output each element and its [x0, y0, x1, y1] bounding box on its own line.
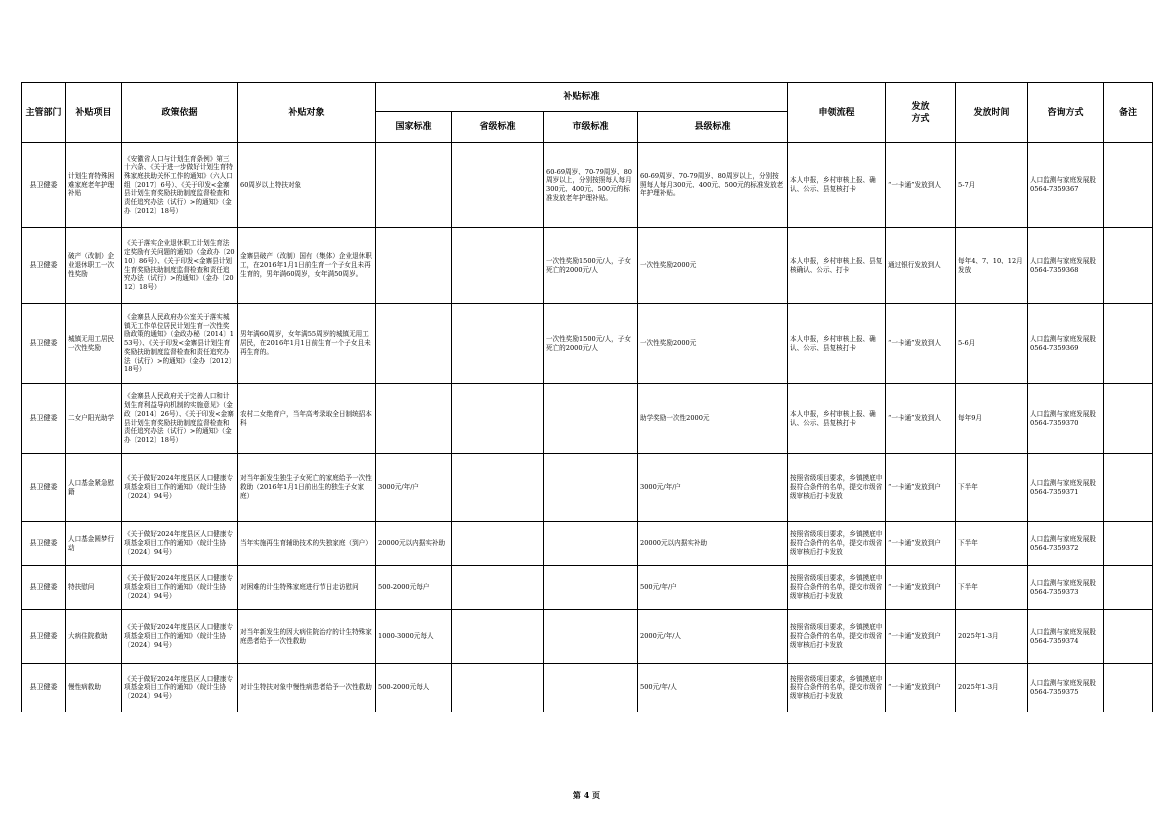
cell-process: 按照省级项目要求，乡镇摸底申报符合条件的名单，提交市级省级审核后打卡发放: [788, 610, 886, 664]
cell-county: 20000元以内据实补助: [638, 522, 788, 566]
cell-remark: [1104, 143, 1153, 228]
cell-contact: 人口监测与家庭发展股 0564-7359370: [1028, 384, 1104, 454]
cell-county: 一次性奖励2000元: [638, 304, 788, 384]
cell-national: 20000元以内据实补助: [376, 522, 452, 566]
table-row: [22, 304, 1153, 384]
cell-policy: 《关于做好2024年度县区人口健康专项基金项目工作的通知》（皖计生协〔2024〕94号）: [122, 454, 238, 522]
cell-policy: 《安徽省人口与计划生育条例》第三十六条、《关于进一步做好计划生育特殊家庭扶助关怀工作的通知》（六人口组〔2017〕6号）、《关于印发<金寨县计划生育奖励扶助制度监督检查和责任追究办法（试行）>的通知》（金办〔2012〕18号）: [122, 143, 238, 228]
cell-process: 本人申报，乡村审核上报、确认、公示、县复核打卡: [788, 304, 886, 384]
header-county: 县级标准: [638, 112, 788, 143]
cell-dept: 县卫健委: [22, 610, 66, 664]
cell-time: 下半年: [956, 566, 1028, 610]
cell-national: 3000元/年/户: [376, 454, 452, 522]
cell-remark: [1104, 610, 1153, 664]
cell-dept: 县卫健委: [22, 228, 66, 304]
table-row: [22, 384, 1153, 454]
cell-process: 按照省级项目要求，乡镇摸底申报符合条件的名单，提交市级省级审核后打卡发放: [788, 566, 886, 610]
cell-process: 本人申报，乡村审核上报、确认、公示、县复核打卡: [788, 384, 886, 454]
cell-provincial: [452, 454, 544, 522]
cell-remark: [1104, 454, 1153, 522]
cell-policy: 《关于做好2024年度县区人口健康专项基金项目工作的通知》（皖计生协〔2024〕94号）: [122, 566, 238, 610]
cell-county: 3000元/年/户: [638, 454, 788, 522]
cell-city: [544, 566, 638, 610]
cell-item: 破产（改制）企业退休职工一次性奖励: [66, 228, 122, 304]
cell-time: 下半年: [956, 522, 1028, 566]
table-body: [22, 143, 1153, 712]
cell-provincial: [452, 304, 544, 384]
cell-method: “一卡通”发放到户: [886, 566, 956, 610]
cell-target: 60周岁以上特扶对象: [238, 143, 376, 228]
cell-city: 一次性奖励1500元/人，子女死亡的2000元/人: [544, 304, 638, 384]
cell-method: “一卡通”发放到户: [886, 664, 956, 712]
cell-policy: 《金寨县人民政府办公室关于落实城镇无工作单位居民计划生育一次性奖励政策的通知》（金政办秘〔2014〕153号）、《关于印发<金寨县计划生育奖励扶助制度监督检查和责任追究办法（试行）>的通知》（金办〔2012〕18号）: [122, 304, 238, 384]
cell-provincial: [452, 566, 544, 610]
table-row: [22, 610, 1153, 664]
cell-county: 60-69周岁、70-79周岁、80周岁以上，分别按照每人每月300元、400元、500元的标准发放老年护理补贴。: [638, 143, 788, 228]
cell-method: “一卡通”发放到户: [886, 522, 956, 566]
cell-city: [544, 384, 638, 454]
cell-item: 人口基金紧急慰籍: [66, 454, 122, 522]
subsidy-table: [21, 82, 1153, 712]
cell-process: 本人申报，乡村审核上报、县复核确认、公示、打卡: [788, 228, 886, 304]
cell-contact: 人口监测与家庭发展股 0564-7359375: [1028, 664, 1104, 712]
cell-dept: 县卫健委: [22, 566, 66, 610]
cell-target: 对困难的计生特殊家庭进行节日走访慰问: [238, 566, 376, 610]
cell-contact: 人口监测与家庭发展股 0564-7359374: [1028, 610, 1104, 664]
cell-item: 特扶慰问: [66, 566, 122, 610]
cell-remark: [1104, 384, 1153, 454]
table-row: [22, 522, 1153, 566]
cell-remark: [1104, 304, 1153, 384]
cell-time: 下半年: [956, 454, 1028, 522]
cell-city: 一次性奖励1500元/人，子女死亡的2000元/人: [544, 228, 638, 304]
cell-time: 5-6月: [956, 304, 1028, 384]
header-target: 补贴对象: [238, 83, 376, 143]
cell-target: 对当年新发生独生子女死亡的家庭给予一次性救助（2016年1月1日前出生的独生子女家庭）: [238, 454, 376, 522]
cell-item: 人口基金圆梦行动: [66, 522, 122, 566]
header-standard-group: 补贴标准: [376, 83, 788, 112]
cell-dept: 县卫健委: [22, 664, 66, 712]
cell-target: 对计生特扶对象中慢性病患者给予一次性救助: [238, 664, 376, 712]
header-process: 申领流程: [788, 83, 886, 143]
header-item: 补贴项目: [66, 83, 122, 143]
cell-process: 按照省级项目要求，乡镇摸底申报符合条件的名单，提交市级省级审核后打卡发放: [788, 454, 886, 522]
cell-dept: 县卫健委: [22, 522, 66, 566]
cell-process: 按照省级项目要求，乡镇摸底申报符合条件的名单，提交市级省级审核后打卡发放: [788, 522, 886, 566]
cell-provincial: [452, 143, 544, 228]
cell-dept: 县卫健委: [22, 384, 66, 454]
cell-item: 慢性病救助: [66, 664, 122, 712]
cell-time: 5-7月: [956, 143, 1028, 228]
cell-national: [376, 143, 452, 228]
header-provincial: 省级标准: [452, 112, 544, 143]
header-contact: 咨询方式: [1028, 83, 1104, 143]
cell-time: 每年9月: [956, 384, 1028, 454]
cell-city: 60-69周岁、70-79周岁、80周岁以上，分别按照每人每月300元、400元、500元的标准发放老年护理补贴。: [544, 143, 638, 228]
cell-method: 通过银行发放到人: [886, 228, 956, 304]
cell-national: 1000-3000元每人: [376, 610, 452, 664]
table-row: [22, 566, 1153, 610]
cell-target: 金寨县破产（改制）国有（集体）企业退休职工，在2016年1月1日前生育一个子女且未再生育的，男年满60周岁，女年满50周岁。: [238, 228, 376, 304]
header-national: 国家标准: [376, 112, 452, 143]
cell-dept: 县卫健委: [22, 454, 66, 522]
cell-time: 每年4、7、10、12月发放: [956, 228, 1028, 304]
cell-target: 对当年新发生的因大病住院治疗的计生特殊家庭患者给予一次性救助: [238, 610, 376, 664]
cell-provincial: [452, 228, 544, 304]
cell-county: 500元/年/人: [638, 664, 788, 712]
cell-dept: 县卫健委: [22, 143, 66, 228]
cell-national: [376, 384, 452, 454]
cell-contact: 人口监测与家庭发展股 0564-7359369: [1028, 304, 1104, 384]
cell-provincial: [452, 664, 544, 712]
cell-remark: [1104, 566, 1153, 610]
table-header: [22, 83, 1153, 143]
cell-national: [376, 228, 452, 304]
cell-county: 一次性奖励2000元: [638, 228, 788, 304]
cell-method: “一卡通”发放到人: [886, 304, 956, 384]
cell-method: “一卡通”发放到户: [886, 454, 956, 522]
cell-contact: 人口监测与家庭发展股 0564-7359367: [1028, 143, 1104, 228]
cell-contact: 人口监测与家庭发展股 0564-7359368: [1028, 228, 1104, 304]
cell-target: 农村二女绝育户，当年高考录取全日制统招本科: [238, 384, 376, 454]
cell-county: 500元/年/户: [638, 566, 788, 610]
cell-item: 城镇无用工居民一次性奖励: [66, 304, 122, 384]
header-remark: 备注: [1104, 83, 1153, 143]
cell-contact: 人口监测与家庭发展股 0564-7359371: [1028, 454, 1104, 522]
cell-process: 本人申报，乡村审核上报、确认、公示、县复核打卡: [788, 143, 886, 228]
page-number: 第 4 页: [572, 790, 601, 800]
cell-city: [544, 664, 638, 712]
cell-policy: 《关于做好2024年度县区人口健康专项基金项目工作的通知》（皖计生协〔2024〕94号）: [122, 664, 238, 712]
cell-item: 二女户阳光助学: [66, 384, 122, 454]
cell-national: [376, 304, 452, 384]
table-row: [22, 143, 1153, 228]
header-dept: 主管部门: [22, 83, 66, 143]
cell-target: 男年满60周岁，女年满55周岁的城镇无用工居民，在2016年1月1日前生育一个子女且未再生育的。: [238, 304, 376, 384]
table-row: [22, 454, 1153, 522]
header-policy: 政策依据: [122, 83, 238, 143]
cell-contact: 人口监测与家庭发展股 0564-7359373: [1028, 566, 1104, 610]
cell-process: 按照省级项目要求，乡镇摸底申报符合条件的名单，提交市级省级审核后打卡发放: [788, 664, 886, 712]
cell-time: 2025年1-3月: [956, 610, 1028, 664]
cell-policy: 《关于落实企业退休职工计划生育法定奖励有关问题的通知》（金政办〔2010〕86号）、《关于印发<金寨县计划生育奖励扶助制度监督检查和责任追究办法（试行）>的通知》（金办〔2012〕18号）: [122, 228, 238, 304]
cell-national: 500-2000元每人: [376, 664, 452, 712]
header-time: 发放时间: [956, 83, 1028, 143]
cell-policy: 《关于做好2024年度县区人口健康专项基金项目工作的通知》（皖计生协〔2024〕94号）: [122, 522, 238, 566]
cell-provincial: [452, 522, 544, 566]
header-city: 市级标准: [544, 112, 638, 143]
cell-city: [544, 522, 638, 566]
cell-policy: 《金寨县人民政府关于完善人口和计划生育利益导向机制的实施意见》（金政〔2014〕26号）、《关于印发<金寨县计划生育奖励扶助制度监督检查和责任追究办法（试行）>的通知》（金办〔2012〕18号）: [122, 384, 238, 454]
cell-county: 助学奖励一次性2000元: [638, 384, 788, 454]
cell-method: “一卡通”发放到户: [886, 610, 956, 664]
cell-method: “一卡通”发放到人: [886, 384, 956, 454]
header-method: 发放 方式: [886, 83, 956, 143]
table-row: [22, 228, 1153, 304]
cell-county: 2000元/年/人: [638, 610, 788, 664]
cell-item: 大病住院救助: [66, 610, 122, 664]
cell-remark: [1104, 228, 1153, 304]
cell-city: [544, 454, 638, 522]
cell-dept: 县卫健委: [22, 304, 66, 384]
table-row: [22, 664, 1153, 712]
cell-remark: [1104, 664, 1153, 712]
cell-national: 500-2000元每户: [376, 566, 452, 610]
cell-remark: [1104, 522, 1153, 566]
cell-provincial: [452, 384, 544, 454]
cell-target: 当年实施再生育辅助技术的失独家庭（到户）: [238, 522, 376, 566]
cell-method: “一卡通”发放到人: [886, 143, 956, 228]
cell-policy: 《关于做好2024年度县区人口健康专项基金项目工作的通知》（皖计生协〔2024〕94号）: [122, 610, 238, 664]
cell-city: [544, 610, 638, 664]
cell-provincial: [452, 610, 544, 664]
cell-item: 计划生育特殊困难家庭老年护理补贴: [66, 143, 122, 228]
cell-time: 2025年1-3月: [956, 664, 1028, 712]
cell-contact: 人口监测与家庭发展股 0564-7359372: [1028, 522, 1104, 566]
